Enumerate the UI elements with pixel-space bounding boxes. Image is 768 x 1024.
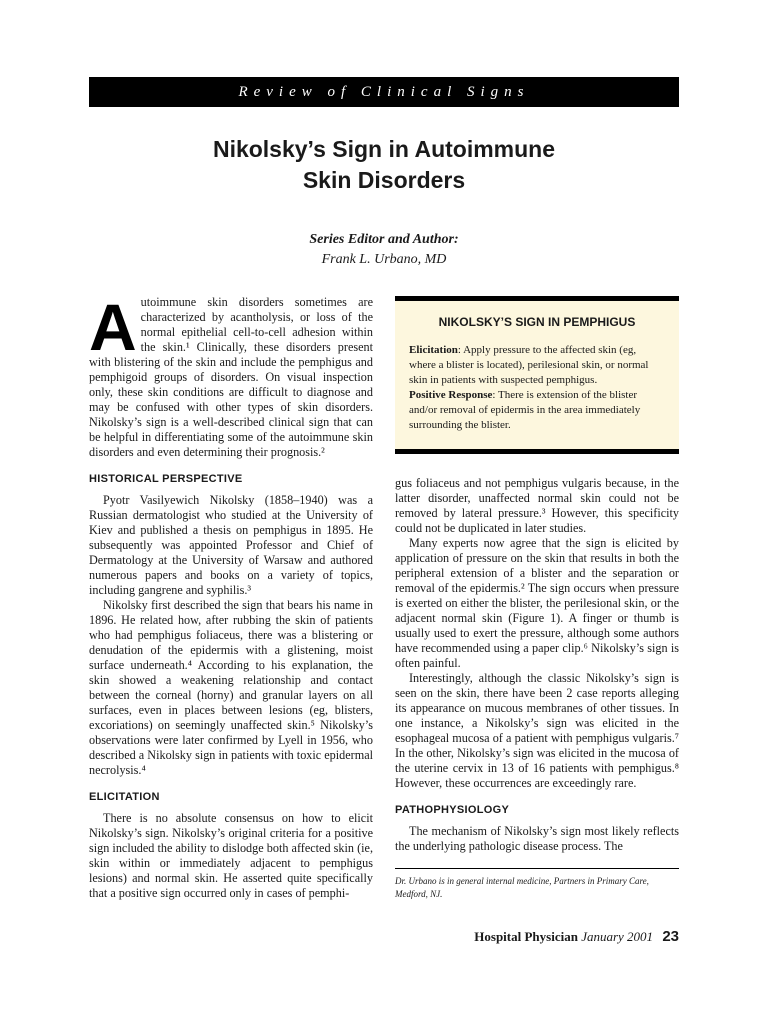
sidebar-elicitation-label: Elicitation <box>409 344 458 356</box>
elicitation-heading: ELICITATION <box>89 791 160 803</box>
pathophysiology-paragraph-1: The mechanism of Nikolsky’s sign most likely reflects the underlying pathologic disease process. The <box>395 824 679 853</box>
right-column <box>395 476 679 854</box>
elicitation-paragraph-1: There is no absolute consensus on how to elicit Nikolsky’s sign. Nikolsky’s original criteria for a positive sign included the ability to dislodge both affected skin (ie, skin within or immediately adjacent to pemphigus lesions) and normal skin. He asserted quite specifically that a positive sign occurred only in cases of pemphi- <box>89 811 373 900</box>
byline-label: Series Editor and Author: <box>309 232 459 247</box>
historical-paragraph-1: Pyotr Vasilyewich Nikolsky (1858–1940) was a Russian dermatologist who studied at the University of Kiev and published a thesis on pemphigus in 1895. He subsequently was appointed Professor and Chief of Dermatology at the University of Warsaw and authored numerous papers and books on a variety of topics, including gangrene and syphilis.³ <box>89 493 373 597</box>
sidebar-box <box>395 296 679 454</box>
intro-paragraph: utoimmune skin disorders sometimes are characterized by acantholysis, or loss of the normal epithelial cell-to-cell adhesion within the skin.¹ Clinically, these disorders present with blistering of the skin and include the pemphigus and pemphigoid groups of disorders. On visual inspection only, these skin conditions are difficult to diagnose and may be confused with other types of skin disorders. Nikolsky’s sign is a well-described clinical sign that can be helpful in differentiating some of the autoimmune skin disorders and even determining their prognosis.² <box>89 295 373 459</box>
page-number: 23 <box>662 928 679 945</box>
sidebar-positive <box>409 388 665 433</box>
title-line-2: Skin Disorders <box>302 167 466 193</box>
right-paragraph-1: gus foliaceus and not pemphigus vulgaris because, in the latter disorder, unaffected normal skin could not be removed by lateral pressure.³ However, this specificity could not be duplicated in later studies. <box>395 476 679 535</box>
sidebar-positive-label: Positive Response <box>409 389 493 401</box>
byline <box>89 230 679 270</box>
author-footnote: Dr. Urbano is in general internal medicine, Partners in Primary Care, Medford, NJ. <box>395 868 679 901</box>
page-footer <box>395 928 679 945</box>
section-banner: Review of Clinical Signs <box>89 77 679 107</box>
right-paragraph-2: Many experts now agree that the sign is elicited by application of pressure on the skin that results in both the peripheral extension of a blister and the separation or removal of the epidermis.² The sign occurs when pressure is exerted on either the blister, the perilesional skin, or the adjacent normal skin (Figure 1). A finger or thumb is usually used to exert the pressure, although some authors have recommended using a paper clip.⁶ Nikolsky’s sign is often painful. <box>395 536 679 670</box>
publication-date: January 2001 <box>581 929 654 944</box>
historical-paragraph-2: Nikolsky first described the sign that bears his name in 1896. He related how, after rubbing the skin of patients who had pemphigus foliaceus, there was a blistering or denudation of the epidermis with a glistening, moist surface underneath.⁴ According to his explanation, the skin showed a weakening relationship and contact between the corneal (horny) and granular layers on all surfaces, even in places between lesions (eg, blisters, excoriations) on seemingly unaffected skin.⁵ Nikolsky’s observations were later confirmed by Lyell in 1956, who described a Nikolsky sign in patients with toxic epidermal necrolysis.⁴ <box>89 598 373 777</box>
sidebar-elicitation <box>409 343 665 388</box>
historical-heading: HISTORICAL PERSPECTIVE <box>89 473 243 485</box>
author-name: Frank L. Urbano, MD <box>321 252 447 267</box>
drop-cap: A <box>89 290 137 364</box>
pathophysiology-heading: PATHOPHYSIOLOGY <box>395 804 510 816</box>
publication-name: Hospital Physician <box>474 929 578 944</box>
right-paragraph-3: Interestingly, although the classic Nikolsky’s sign is seen on the skin, there have been 2 case reports alleging its appearance on mucous membranes of other tissues. In one instance, a Nikolsky’s sign was elicited in the esophageal mucosa of a patient with pemphigus vulgaris.⁷ In the other, Nikolsky’s sign was elicited in the mucosa of the uterine cervix in 13 of 16 patients with pemphigus.⁸ However, these occurrences are exceedingly rare. <box>395 671 679 790</box>
sidebar-elicitation-text: : Apply pressure to the affected skin (eg, where a blister is located), perilesional skin, or normal skin in patients with suspected pemphigus. <box>409 344 649 386</box>
article-title <box>89 134 679 196</box>
left-column <box>89 290 373 901</box>
sidebar-positive-text: : There is extension of the blister and/or removal of epidermis in the area immediately surrounding the blister. <box>409 389 641 431</box>
sidebar-title: NIKOLSKY’S SIGN IN PEMPHIGUS <box>438 315 636 329</box>
title-line-1: Nikolsky’s Sign in Autoimmune <box>212 136 556 162</box>
